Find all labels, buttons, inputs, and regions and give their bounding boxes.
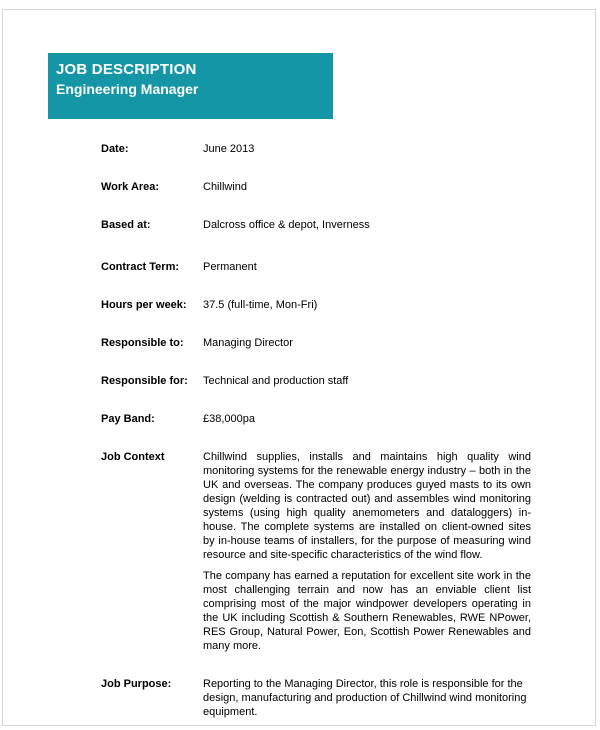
field-row-responsible-for: [101, 374, 533, 388]
field-row-hours-per-week: [101, 298, 533, 312]
job-context-paragraph-1: Chillwind supplies, installs and maintains high quality wind monitoring systems for the renewable energy industry – both in the UK and overseas. The company produces guyed masts to its own design (welding is contracted out) and assembles wind monitoring systems (using high quality anemometers and dataloggers) in-house. The complete systems are installed on client-owned sites by in-house teams of installers, for the purpose of measuring wind resource and site-specific characteristics of the wind flow.: [203, 451, 531, 561]
job-context-paragraph-2: The company has earned a reputation for excellent site work in the most challenging terrain and now has an enviable client list comprising most of the major windpower developers operating in the UK including Scottish & Southern Renewables, RWE NPower, RES Group, Natural Power, Eon, Scottish Power Renewables and many more.: [203, 570, 531, 652]
job-context-label: Job Context: [101, 451, 165, 463]
page-title: JOB DESCRIPTION: [56, 61, 197, 78]
field-value: Chillwind: [203, 181, 248, 193]
field-value: Dalcross office & depot, Inverness: [203, 219, 370, 231]
field-label: Date:: [101, 143, 129, 155]
field-label: Hours per week:: [101, 299, 187, 311]
field-row-contract-term: [101, 260, 533, 274]
job-context-section: [101, 450, 533, 653]
header-banner: [48, 53, 333, 119]
field-row-responsible-to: [101, 336, 533, 350]
field-label: Work Area:: [101, 181, 160, 193]
job-purpose-text: Reporting to the Managing Director, this role is responsible for the design, manufacturing and production of Chillwind wind monitoring equipment.: [203, 678, 527, 718]
field-label: Pay Band:: [101, 413, 155, 425]
field-value: Permanent: [203, 261, 257, 273]
field-row-date: [101, 142, 533, 156]
document-page: [2, 9, 596, 726]
field-value: £38,000pa: [203, 413, 255, 425]
field-row-pay-band: [101, 412, 533, 426]
field-row-based-at: [101, 218, 533, 232]
field-value: 37.5 (full-time, Mon-Fri): [203, 299, 318, 311]
field-value: Technical and production staff: [203, 375, 349, 387]
field-label: Responsible to:: [101, 337, 184, 349]
page-subtitle: Engineering Manager: [56, 81, 199, 97]
field-value: June 2013: [203, 143, 255, 155]
field-label: Contract Term:: [101, 261, 180, 273]
field-row-work-area: [101, 180, 533, 194]
job-purpose-section: [101, 677, 533, 719]
job-context-text: [203, 450, 531, 653]
field-label: Responsible for:: [101, 375, 188, 387]
field-label: Based at:: [101, 219, 151, 231]
document-body: [101, 142, 533, 726]
field-value: Managing Director: [203, 337, 293, 349]
job-purpose-label: Job Purpose:: [101, 678, 172, 690]
